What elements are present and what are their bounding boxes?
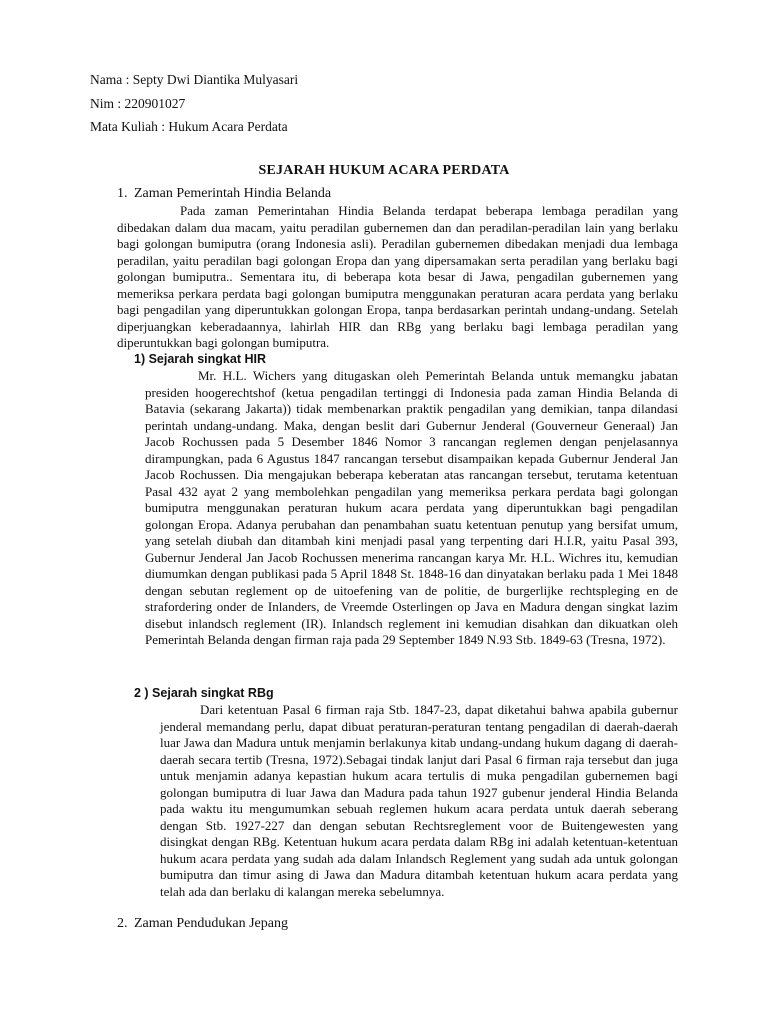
section-1-heading [117,186,331,202]
section-1-number: 1. [117,186,128,201]
section-2-heading [117,916,288,932]
section-1-paragraph: Pada zaman Pemerintahan Hindia Belanda terdapat beberapa lembaga peradilan yang dibedakan dalam dua macam, yaitu peradilan gubernemen dan dan peradilan-peradilan lain yang berlaku bagi golongan bumiputra (orang Indonesia asli). Peradilan gubernemen dibedakan menjadi dua lembaga peradilan, yaitu peradilan bagi golongan Eropa dan yang dipersamakan serta peradilan yang berlaku bagi golongan bumiputra.. Sementara itu, di beberapa kota besar di Jawa, pengadilan gubernemen yang memeriksa perkara perdata bagi golongan bumiputra menggunakan peraturan acara perdata yang berlaku bagi pengadilan yang diperuntukkan golongan Eropa, tanpa berdasarkan perintah undang-undang. Setelah diperjuangkan keberadaannya, lahirlah HIR dan RBg yang berlaku bagi lembaga peradilan yang diperuntukkan bagi golongan bumiputra. [117,203,678,350]
subsection-rbg-heading: 2 ) Sejarah singkat RBg [134,686,274,700]
student-name: Nama : Septy Dwi Diantika Mulyasari [90,72,299,87]
section-2-number: 2. [117,916,128,931]
subsection-rbg-paragraph: Dari ketentuan Pasal 6 firman raja Stb. 1847-23, dapat diketahui bahwa apabila gubernur jenderal memandang perlu, dapat dibuat peraturan-peraturan tentang pengadilan di daerah-daerah luar Jawa dan Madura untuk menjamin berlakunya kitab undang-undang hukum dagang di daerah-daerah secara tertib (Tresna, 1972).Sebagai tindak lanjut dari Pasal 6 firman raja tersebut dan juga untuk menjamin adanya kepastian hukum acara tertulis di muka pengadilan gubernemen bagi golongan bumiputra di luar Jawa dan Madura pada tahun 1927 gubenur jenderal Hindia Belanda pada waktu itu mengumumkan sebuah reglemen hukum acara perdata untuk daerah seberang dengan Stb. 1927-227 dan dengan sebutan Rechtsreglement voor de Buitengewesten yang disingkat dengan RBg. Ketentuan hukum acara perdata dalam RBg ini adalah ketentuan-ketentuan hukum acara perdata yang sudah ada dalam Inlandsch Reglement yang sudah ada untuk golongan bumiputra dan timur asing di Jawa dan Madura ditambah ketentuan hukum acara perdata yang telah ada dan berlaku di kalangan mereka sebelumnya. [160,702,678,899]
section-2-title: Zaman Pendudukan Jepang [134,916,288,931]
student-id: Nim : 220901027 [90,96,186,111]
section-1-title: Zaman Pemerintah Hindia Belanda [134,186,332,201]
document-title: SEJARAH HUKUM ACARA PERDATA [258,163,510,178]
course-name: Mata Kuliah : Hukum Acara Perdata [90,119,288,134]
subsection-hir-heading: 1) Sejarah singkat HIR [134,352,266,366]
subsection-hir-paragraph: Mr. H.L. Wichers yang ditugaskan oleh Pemerintah Belanda untuk memangku jabatan presiden hoogerechtshof (ketua pengadilan tertinggi di Indonesia pada zaman Hindia Belanda di Batavia (sekarang Jakarta)) tidak membenarkan praktik pengadilan yang demikian, tanpa dilandasi perintah undang-undang. Maka, dengan beslit dari Gubernur Jenderal (Gouverneur Generaal) Jan Jacob Rochussen pada 5 Desember 1846 Nomor 3 rancangan reglemen dengan penjelasannya dirampungkan, pada 6 Agustus 1847 rancangan tersebut disampaikan kepada Gubernur Jenderal Jan Jacob Rochussen. Dia mengajukan beberapa keberatan atas rancangan tersebut, terutama ketentuan Pasal 432 ayat 2 yang membolehkan pengadilan yang memeriksa perkara perdata bagi golongan bumiputra menggunakan peraturan hukum acara perdata yang diperuntukkan bagi pengadilan golongan Eropa. Adanya perubahan dan penambahan suatu ketentuan penutup yang bersifat umum, yang setelah diubah dan ditambah kini menjadi pasal yang terpenting dari H.I.R, yaitu Pasal 393, Gubernur Jenderal Jan Jacob Rochussen menerima rancangan karya Mr. H.L. Wichres itu, kemudian diumumkan dengan publikasi pada 5 April 1848 St. 1848-16 dan dinyatakan berlaku pada 1 Mei 1848 dengan sebutan reglement op de uitoefening van de politie, de burgerlijke rechtspleging en de strafordering onder de Inlanders, de Vreemde Osterlingen op Java en Madura dengan singkat lazim disebut inlandsch reglement (IR). Inlandsch reglement ini kemudian disahkan dan dikuatkan oleh Pemerintah Belanda dengan firman raja pada 29 September 1849 N.93 Stb. 1849-63 (Tresna, 1972). [145,368,678,647]
